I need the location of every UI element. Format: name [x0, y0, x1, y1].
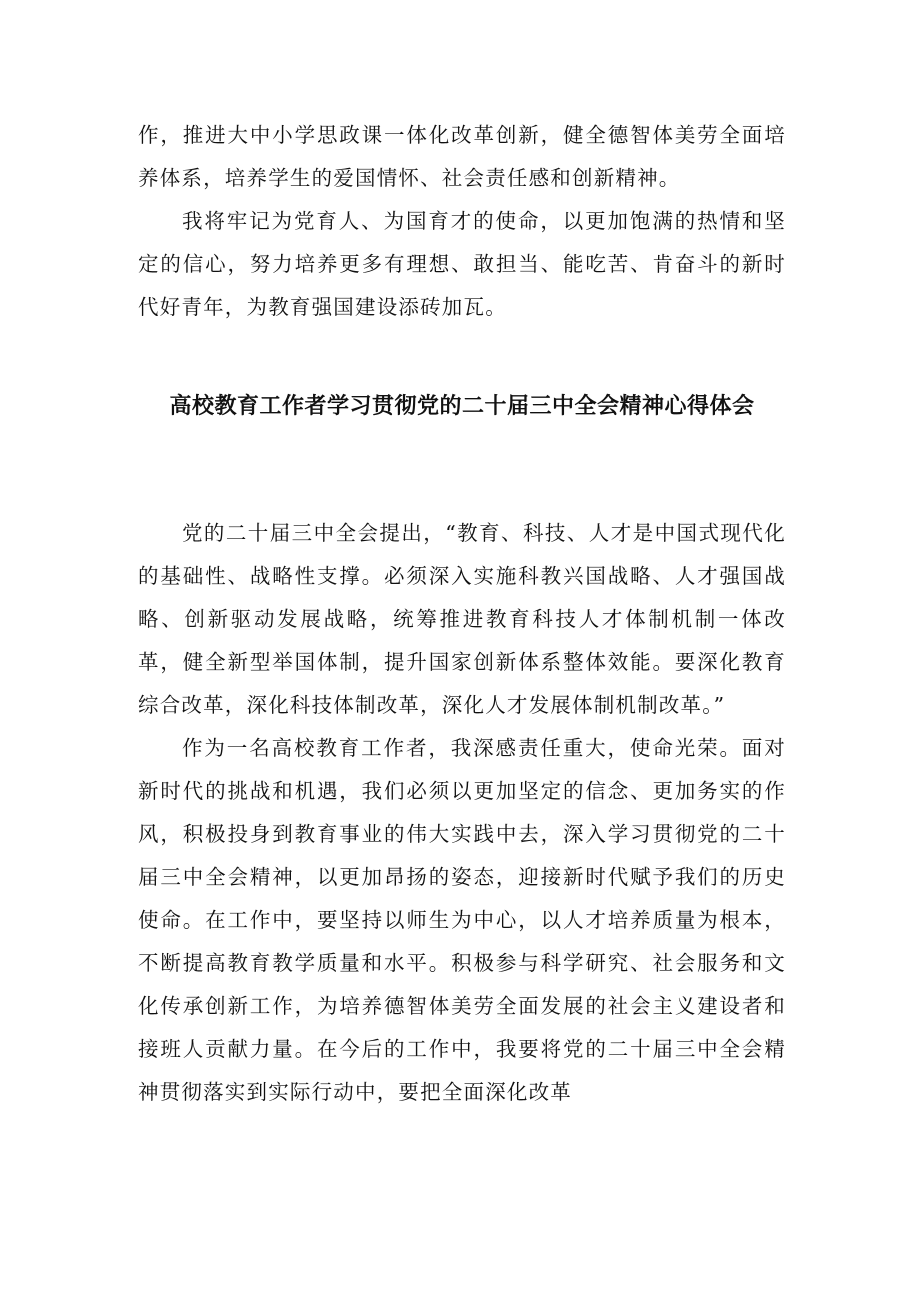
body-paragraph-1: 党的二十届三中全会提出，“教育、科技、人才是中国式现代化的基础性、战略性支撑。必须深入实施科教兴国战略、人才强国战略、创新驱动发展战略，统筹推进教育科技人才体制机制一体改革，健全新型举国体制，提升国家创新体系整体效能。要深化教育综合改革，深化科技体制改革，深化人才发展体制机制改革。”: [138, 521, 786, 717]
article-body: [138, 512, 786, 1114]
article-title: 高校教育工作者学习贯彻党的二十届三中全会精神心得体会: [169, 394, 755, 419]
body-paragraph-2: 作为一名高校教育工作者，我深感责任重大，使命光荣。面对新时代的挑战和机遇，我们必须以更加坚定的信念、更加务实的作风，积极投身到教育事业的伟大实践中去，深入学习贯彻党的二十届三中全会精神，以更加昂扬的姿态，迎接新时代赋予我们的历史使命。在工作中，要坚持以师生为中心，以人才培养质量为根本，不断提高教育教学质量和水平。积极参与科学研究、社会服务和文化传承创新工作，为培养德智体美劳全面发展的社会主义建设者和接班人贡献力量。在今后的工作中，我要将党的二十届三中全会精神贯彻落实到实际行动中，要把全面深化改革: [138, 736, 786, 1104]
closing-paragraph: 我将牢记为党育人、为国育才的使命，以更加饱满的热情和坚定的信心，努力培养更多有理想、敢担当、能吃苦、肯奋斗的新时代好青年，为教育强国建设添砖加瓦。: [138, 209, 786, 319]
previous-article-ending: [138, 114, 786, 329]
continued-paragraph: 作，推进大中小学思政课一体化改革创新，健全德智体美劳全面培养体系，培养学生的爱国情怀、社会责任感和创新精神。: [138, 123, 786, 190]
